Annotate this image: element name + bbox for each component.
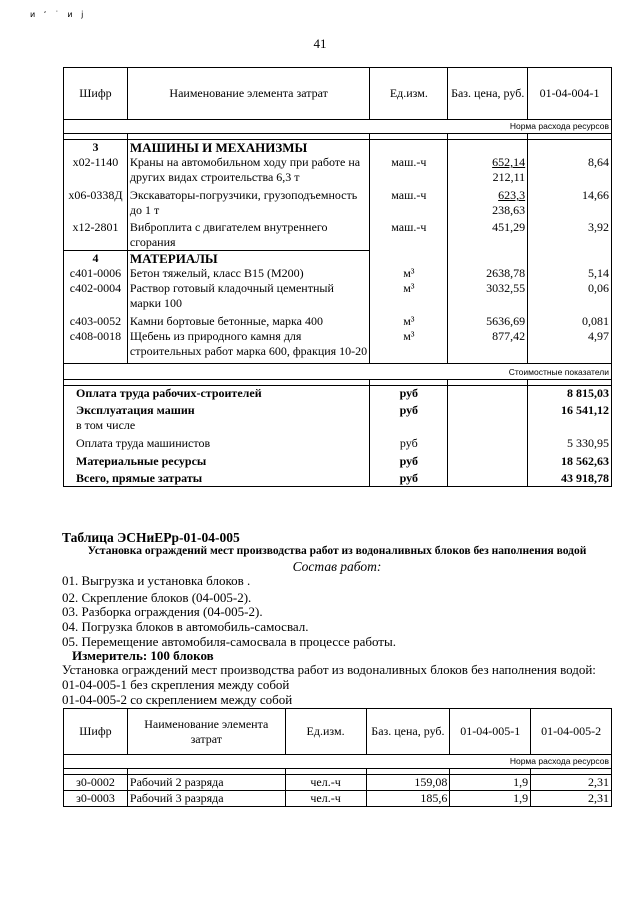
section-header-row: [64, 140, 612, 156]
resource-price: 3032,55: [448, 281, 528, 314]
table-row: [64, 314, 612, 329]
section-title: МАШИНЫ И МЕХАНИЗМЫ: [127, 140, 369, 156]
price-secondary: 238,63: [492, 203, 526, 217]
resource-unit: м³: [370, 314, 448, 329]
resource-norm-1: 1,9: [450, 775, 531, 791]
meter: Измеритель: 100 блоков: [72, 648, 214, 663]
header-unit: Ед.изм.: [370, 68, 448, 120]
resource-name: Камни бортовые бетонные, марка 400: [127, 314, 369, 329]
cost-row: [64, 451, 612, 469]
resource-code: з0-0003: [64, 791, 128, 807]
header-unit: Ед.изм.: [285, 709, 366, 755]
resource-price: [448, 155, 528, 185]
table-row: [64, 281, 612, 314]
work-step: 03. Разборка ограждения (04-005-2).: [62, 604, 263, 619]
norm-caption-row: [64, 120, 612, 134]
cost-value: 43 918,78: [528, 469, 612, 487]
cost-label: Оплата труда рабочих-строителей: [64, 386, 370, 402]
resource-norm-2: 2,31: [531, 791, 612, 807]
corner-mark: и ‘ ˙ и ј: [30, 10, 87, 19]
norm-caption: Норма расхода ресурсов: [64, 120, 612, 134]
resource-price: [448, 185, 528, 218]
table-row: [64, 329, 612, 364]
cost-caption: Стоимостные показатели: [64, 364, 612, 380]
resource-unit: чел.-ч: [285, 775, 366, 791]
resource-norm: 14,66: [528, 185, 612, 218]
header-name: Наименование элемента затрат: [127, 709, 285, 755]
price-value: 623,3: [498, 188, 526, 202]
resource-norm-2: 2,31: [531, 775, 612, 791]
header-code: Шифр: [64, 68, 128, 120]
norm-caption: Норма расхода ресурсов: [64, 755, 612, 769]
variant: 01-04-005-1 без скрепления между собой: [62, 677, 290, 692]
cost-label: Оплата труда машинистов: [64, 433, 370, 451]
resource-norm: 0,081: [528, 314, 612, 329]
table-subtitle: Установка ограждений мест производства работ из водоналивных блоков без наполнения водой: [87, 545, 587, 557]
cost-label-text: Эксплуатация машин: [76, 403, 195, 417]
table-row: [64, 775, 612, 791]
section-header-row: [64, 251, 612, 267]
table-row: [64, 791, 612, 807]
header-norm-1: 01-04-005-1: [450, 709, 531, 755]
resource-unit: маш.-ч: [370, 185, 448, 218]
table-title: Таблица ЭСНиЕРр-01-04-005: [62, 530, 240, 545]
resource-unit: м³: [370, 281, 448, 314]
resource-norm: 0,06: [528, 281, 612, 314]
resource-unit: маш.-ч: [370, 155, 448, 185]
header-price: Баз. цена, руб.: [448, 68, 528, 120]
resource-table-2: [63, 708, 612, 807]
section-title: МАТЕРИАЛЫ: [127, 251, 369, 267]
resource-name: Экскаваторы-погрузчики, грузоподъемность до 1 т: [127, 185, 369, 218]
cost-value: 18 562,63: [528, 451, 612, 469]
cost-label: [64, 401, 370, 433]
cost-value: 16 541,12: [528, 401, 612, 433]
resource-code: х12-2801: [64, 218, 128, 251]
resource-norm: 5,14: [528, 266, 612, 281]
resource-name: Щебень из природного камня для строительных работ марка 600, фракция 10-20: [127, 329, 369, 364]
resource-code: х06-0338Д: [64, 185, 128, 218]
table-row: [64, 266, 612, 281]
resource-price: 5636,69: [448, 314, 528, 329]
resource-unit: чел.-ч: [285, 791, 366, 807]
resource-code: с402-0004: [64, 281, 128, 314]
resource-unit: м³: [370, 329, 448, 364]
table-row: [64, 218, 612, 251]
resource-code: с403-0052: [64, 314, 128, 329]
cost-value: 8 815,03: [528, 386, 612, 402]
resource-code: с408-0018: [64, 329, 128, 364]
header-price: Баз. цена, руб.: [366, 709, 450, 755]
header-norm-2: 01-04-005-2: [531, 709, 612, 755]
resource-unit: маш.-ч: [370, 218, 448, 251]
section-number: 3: [64, 140, 128, 156]
table-row: [64, 155, 612, 185]
price-secondary: 212,11: [492, 170, 526, 184]
norm-caption-row: [64, 755, 612, 769]
work-step: 04. Погрузка блоков в автомобиль-самосвал.: [62, 619, 309, 634]
variant: 01-04-005-2 со скреплением между собой: [62, 692, 293, 707]
cost-caption-row: [64, 364, 612, 380]
work-step: 05. Перемещение автомобиля-самосвала в процессе работы.: [62, 634, 396, 649]
resource-price: 185,6: [366, 791, 450, 807]
work-step: 01. Выгрузка и установка блоков .: [62, 573, 251, 588]
table-header-row: [64, 709, 612, 755]
resource-price: 877,42: [448, 329, 528, 364]
cost-unit: руб: [370, 386, 448, 402]
work-step: 02. Скрепление блоков (04-005-2).: [62, 590, 252, 605]
resource-norm-1: 1,9: [450, 791, 531, 807]
cost-row: [64, 433, 612, 451]
cost-unit: руб: [370, 433, 448, 451]
table-header-row: [64, 68, 612, 120]
resource-code: х02-1140: [64, 155, 128, 185]
resource-name: Рабочий 2 разряда: [127, 775, 285, 791]
resource-name: Виброплита с двигателем внутреннего сгорания: [127, 218, 369, 251]
composition-title: Состав работ:: [292, 559, 382, 574]
resource-unit: м³: [370, 266, 448, 281]
resource-name: Рабочий 3 разряда: [127, 791, 285, 807]
header-norm: 01-04-004-1: [528, 68, 612, 120]
cost-unit: руб: [370, 469, 448, 487]
resource-price: 159,08: [366, 775, 450, 791]
cost-label: Всего, прямые затраты: [64, 469, 370, 487]
section-number: 4: [64, 251, 128, 267]
resource-name: Бетон тяжелый, класс В15 (М200): [127, 266, 369, 281]
page-number: 41: [313, 36, 327, 51]
header-name: Наименование элемента затрат: [127, 68, 369, 120]
cost-sublabel: в том числе: [76, 418, 136, 432]
resource-price: 2638,78: [448, 266, 528, 281]
cost-row: [64, 401, 612, 433]
cost-label: Материальные ресурсы: [64, 451, 370, 469]
header-code: Шифр: [64, 709, 128, 755]
cost-value: 5 330,95: [528, 433, 612, 451]
description: Установка ограждений мест производства работ из водоналивных блоков без наполнения водой:: [62, 662, 596, 677]
resource-name: Краны на автомобильном ходу при работе на других видах строительства 6,3 т: [127, 155, 369, 185]
cost-row: [64, 386, 612, 402]
cost-unit: руб: [370, 401, 448, 433]
resource-norm: 3,92: [528, 218, 612, 251]
resource-norm: 4,97: [528, 329, 612, 364]
resource-code: з0-0002: [64, 775, 128, 791]
table-row: [64, 185, 612, 218]
resource-price: 451,29: [448, 218, 528, 251]
cost-row: [64, 469, 612, 487]
cost-unit: руб: [370, 451, 448, 469]
resource-name: Раствор готовый кладочный цементный марки 100: [127, 281, 369, 314]
price-value: 652,14: [492, 155, 526, 169]
resource-table-1: [63, 67, 612, 487]
resource-code: с401-0006: [64, 266, 128, 281]
resource-norm: 8,64: [528, 155, 612, 185]
